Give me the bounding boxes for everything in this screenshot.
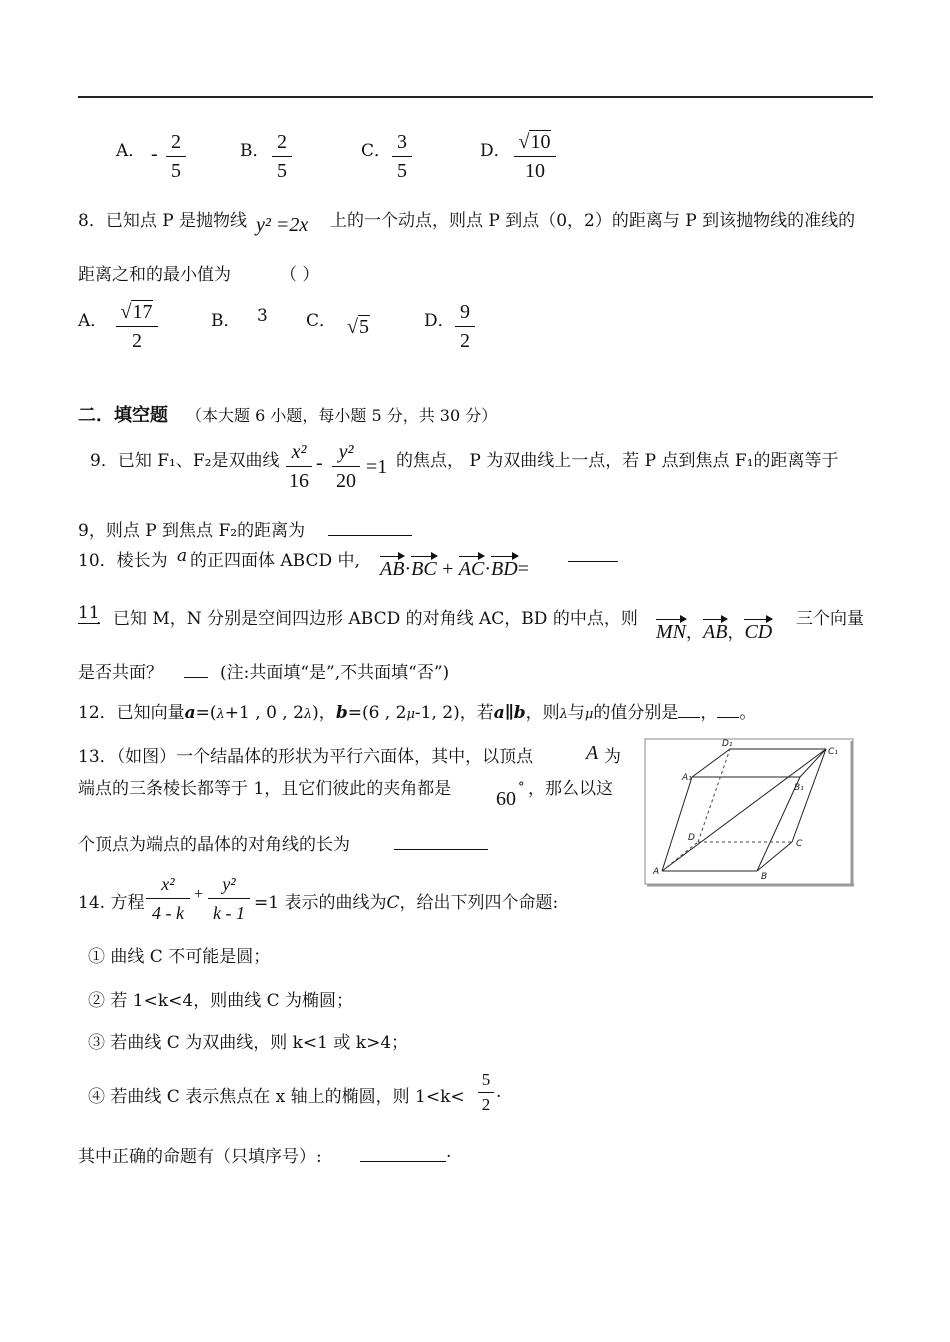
q14-fraction-x: x² 4 - k: [146, 872, 190, 925]
q10-expression: AB·BC + AC·BD=: [380, 558, 529, 580]
q8-text-line2: 距离之和的最小值为: [78, 265, 231, 285]
q11-answer-blank[interactable]: [184, 658, 208, 678]
label-a: A: [653, 867, 660, 877]
label-d1: D₁: [722, 739, 733, 749]
q14-final-prompt: 其中正确的命题有（只填序号）:: [78, 1147, 322, 1167]
q11-text: ．已知 M，N 分别是空间四边形 ABCD 的对角线 AC，BD 的中点，则: [96, 609, 638, 629]
q13-text-line3: 个顶点为端点的晶体的对角线的长为: [78, 835, 350, 855]
q9-equals: =1: [366, 456, 388, 478]
label-b1: B₁: [794, 783, 804, 793]
q13-text-a: 为: [604, 747, 621, 767]
q8-equation: y² =2x: [256, 214, 309, 236]
q9-answer-blank[interactable]: [328, 516, 412, 536]
q9-text: 9．已知 F₁、F₂是双曲线: [90, 451, 280, 471]
label-d: D: [688, 833, 695, 843]
q11-text-line2: 是否共面？: [78, 663, 163, 683]
q14-statement-4-fraction: 5 2: [478, 1070, 494, 1115]
q8-answer-bracket: （ ）: [280, 265, 320, 285]
q9-text-line2: 9，则点 P 到焦点 F₂的距离为: [78, 521, 306, 541]
q8-option-c-label: C．: [306, 311, 337, 331]
parallelepiped-figure: [642, 736, 856, 888]
q7-option-a-fraction: 2 5: [166, 130, 186, 183]
q14-statement-2: ② 若 1<k<4，则曲线 C 为椭圆；: [88, 991, 354, 1011]
q9-fraction-y: y² 20: [332, 440, 360, 493]
q7-option-c-fraction: 3 5: [392, 130, 412, 183]
q10-var-a: a: [177, 546, 188, 566]
q8-option-d-label: D．: [424, 311, 455, 331]
q7-option-c-label: C．: [361, 141, 392, 161]
q13-text-line2b: ，那么以这: [528, 779, 613, 799]
q13-vertex-a: A: [586, 742, 599, 764]
q14-answer-blank[interactable]: [360, 1142, 446, 1162]
q8-option-c-value: √5: [347, 316, 369, 338]
q14-fraction-y: y² k - 1: [208, 872, 250, 925]
q14-statement-4: ④ 若曲线 C 表示焦点在 x 轴上的椭圆，则 1<k<: [88, 1087, 465, 1107]
q13-text-line2: 端点的三条棱长都等于 1，且它们彼此的夹角都是: [78, 779, 452, 799]
q7-option-a-label: A．: [116, 141, 146, 161]
q14-text: 14. 方程: [78, 893, 145, 913]
q9-text-cont: 的焦点， P 为双曲线上一点，若 P 点到焦点 F₁的距离等于: [396, 451, 839, 471]
q9-minus: -: [316, 452, 323, 474]
q8-option-d-fraction: 9 2: [455, 300, 475, 353]
q10-text: 10．棱长为: [78, 551, 168, 571]
label-c: C: [796, 839, 803, 849]
label-b: B: [761, 872, 768, 882]
q13-answer-blank[interactable]: [394, 830, 488, 850]
vector-bc: BC: [411, 558, 437, 580]
q11-number: 11: [78, 603, 100, 623]
q12-answer-blank-1[interactable]: [678, 703, 700, 718]
q13-degree: °: [518, 780, 525, 795]
q11-note: (注:共面填“是”,不共面填“否”): [220, 663, 450, 683]
vector-bd: BD: [491, 558, 518, 580]
vector-cd: CD: [744, 621, 773, 643]
section-heading: 二．填空题: [78, 405, 168, 426]
q10-answer-blank[interactable]: [568, 561, 618, 562]
q14-final-period: .: [446, 1142, 452, 1162]
q13-text: 13．（如图）一个结晶体的形状为平行六面体，其中，以顶点: [78, 747, 534, 767]
q7-option-d-label: D．: [480, 141, 511, 161]
q14-statement-4-end: .: [496, 1082, 502, 1102]
q8-text-cont: 上的一个动点，则点 P 到点（0，2）的距离与 P 到该抛物线的准线的: [330, 211, 856, 231]
q14-statement-1: ① 曲线 C 不可能是圆；: [88, 947, 271, 967]
vector-ab: AB: [703, 621, 728, 643]
q13-angle: 60: [496, 788, 516, 810]
section-note: （本大题 6 小题，每小题 5 分，共 30 分）: [186, 406, 498, 425]
q7-option-a-sign: -: [151, 143, 158, 165]
q14-plus: +: [194, 886, 204, 903]
q9-fraction-x: x² 16: [286, 440, 312, 493]
q8-option-a-label: A．: [78, 311, 108, 331]
label-c1: C₁: [828, 747, 838, 757]
top-rule: [78, 96, 873, 98]
q7-option-d-fraction: √10 10: [514, 130, 556, 183]
q10-text-cont: 的正四面体 ABCD 中,: [190, 551, 360, 571]
q7-option-b-fraction: 2 5: [272, 130, 292, 183]
q14-text-cont: =1 表示的曲线为C，给出下列四个命题:: [254, 893, 559, 913]
q8-text: 8．已知点 P 是抛物线: [78, 211, 248, 231]
q14-statement-3: ③ 若曲线 C 为双曲线，则 k<1 或 k>4；: [88, 1033, 409, 1053]
q8-option-b-label: B．: [211, 311, 241, 331]
q8-option-b-value: 3: [257, 306, 268, 326]
q12-answer-blank-2[interactable]: [717, 703, 739, 718]
vector-mn: MN: [656, 621, 686, 643]
q12-text: 12．已知向量a=(λ+1 , 0 , 2λ)，b=(6 , 2μ-1, 2)，若a∥b，则λ与μ的值分别是 ， 。: [78, 703, 757, 723]
label-a1: A₁: [682, 773, 692, 783]
q11-vectors: MN，AB，CD: [656, 621, 773, 643]
vector-ac: AC: [458, 558, 485, 580]
vector-ab: AB: [380, 558, 405, 580]
q11-text-cont: 三个向量: [796, 609, 864, 629]
q7-option-b-label: B．: [240, 141, 270, 161]
q8-option-a-fraction: √17 2: [116, 300, 158, 353]
